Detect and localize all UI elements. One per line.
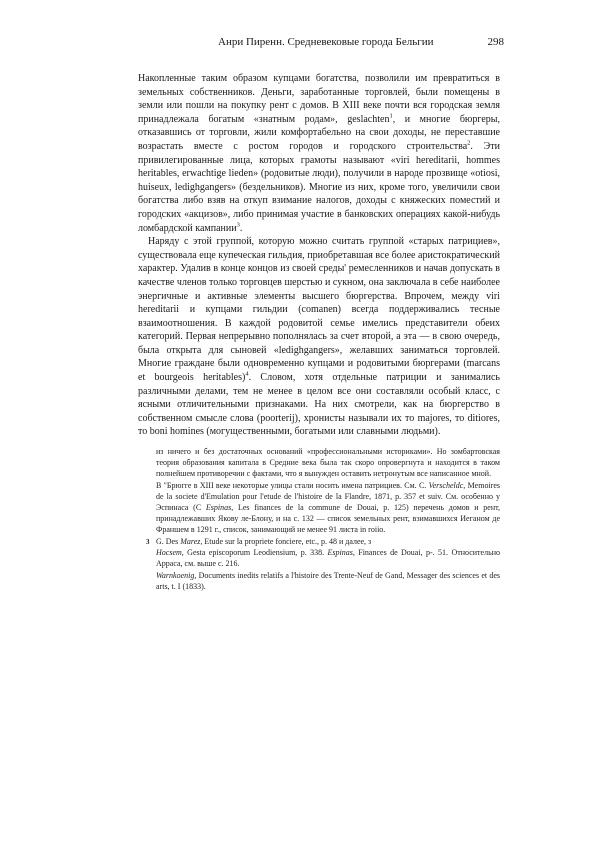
footnote-1-continued: из ничего и без достаточных оснований «профессиональными историками». Но зомбартовская теория образования капитала в Средние века была так скоро опровергнута и находится в таком полнейшем противоречии с фактами, что я вынужден оставить нетронутым все написанное мной. [156, 447, 500, 478]
page-header [138, 36, 504, 50]
footnote-ref-4: 4 [245, 370, 249, 378]
running-title: Анри Пиренн. Средневековые города Бельгии [218, 36, 434, 48]
footnote-4: Warnkoenig, Documents inedits relatifs a l'histoire des Trente-Neuf de Gand, Messager des sciences et des arts, t. I (1833). [156, 571, 500, 591]
footnote-2: В "Брюгге в XIII веке некоторые улицы стали носить имена патрициев. См. С. Verscheldc, Memoires de la societe d'Emulation pour l'etude de l'histoire de la Flandre, 1871, p. 357 et suiv. См. особенно у Эспинаса (С Espinas, Les finances de la commune de Douai, p. 125) перечень домов и рент, принадлежавших Якову ле-Блону, и на с. 132 — список земельных рент, взимавшихся Иеганом де Франшем в 1291 г., список, занимающий не менее 91 листа in roiio. [156, 481, 501, 534]
footnotes [146, 446, 501, 593]
paragraph-1: Накопленные таким образом купцами богатства, позволили им превратиться в земельных собственников. Деньги, заработанные торговлей, были помещены в земли или пошли на покупку рент с домов. В XIII веке почти вся городская земля принадлежала богатым «знатным родам», geslachten$^1$, и многие бюргеры, отказавшись от торговли, жили комфортабельно на свои доходы, не переставшие возрастать вместе с ростом городов и городского строительства$^2$. Эти привилегированные лица, которых грамоты называют «viri hereditarii, hommes heritables, erwachtige lieden» (родовитые люди), получили в народе прозвище «otiosi, huiseux, ledighgangers» (бездельников). Многие из них, кроме того, увеличили свои богатства либо взяв на откуп взимание налогов, доходы с княжеских поместий и городских «акцизов», либо принимая участие в банковских операциях какой-нибудь ломбардской кампании$^3$. [138, 73, 501, 234]
footnote-3: 3 G. Des Marez, Etude sur la propriete fonciere, etc., p. 48 и далее, з Hocsem, Gesta episcoporum Leodiensium, p. 338. Espinas, Finances de Douai, p-. 51. Относительно Арраса, см. выше с. 216. [146, 537, 501, 568]
page-number: 298 [487, 36, 504, 48]
footnote-ref-3: 3 [236, 221, 240, 229]
footnote-ref-2: 2 [467, 139, 471, 147]
main-text [138, 72, 500, 439]
footnote-3-marker: 3 [146, 538, 150, 546]
footnote-ref-1: 1 [389, 112, 393, 120]
paragraph-2: Наряду с этой группой, которую можно считать группой «старых патрициев», существовала еще купеческая гильдия, приобретавшая все более аристократический характер. Удалив в конце концов из своей среды' ремесленников и начав допускать в качестве членов только торговцев шерстью и сукном, она заключала в себе наиболее энергичные и активные элементы высшего бюргерства. Впрочем, между viri hereditarii и купцами гильдии (comanen) всегда поддерживались тесные взаимоотношения. В каждой родовитой семье имелись представители обеих категорий. Первая непрерывно пополнялась за счет второй, а эта — в свою очередь, была открыта для сыновей «ledighgangers», желавших заниматься торговлей. Многие граждане были одновременно купцами и родовитыми бюргерами (marcans et bourgeois heritables)$^4$. Словом, хотя отдельные патриции и занимались различными делами, тем не менее в целом все они составляли особый класс, с ясными отличительными признаками. На них смотрели, как на бюргерство в собственном смысле слова (poorterij), хронисты называли их то majores, то ditiores, то boni homines (могущественными, богатыми или славными людьми). [138, 236, 500, 438]
